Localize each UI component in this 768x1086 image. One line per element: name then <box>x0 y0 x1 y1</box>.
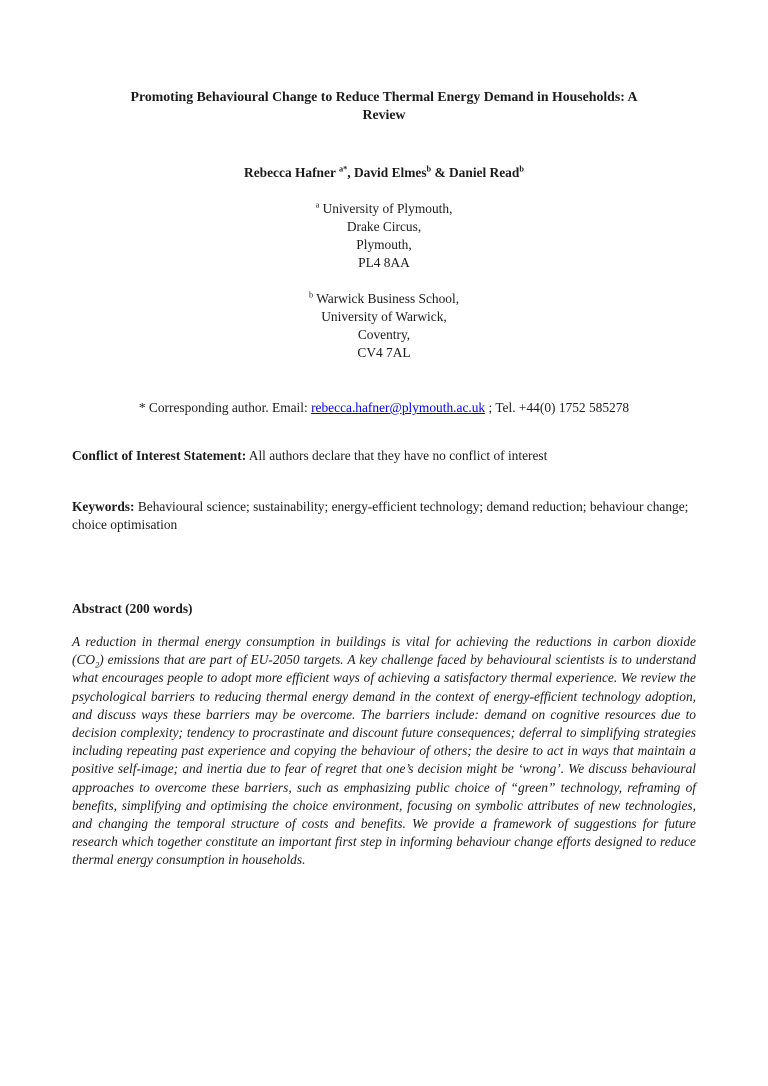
conflict-label: Conflict of Interest Statement: <box>72 448 247 463</box>
keywords-line <box>72 498 696 534</box>
abstract-heading: Abstract (200 words) <box>72 601 193 616</box>
affiliation-warwick-line-4: CV4 7AL <box>357 345 411 360</box>
abstract-paragraph <box>72 633 696 870</box>
abstract-text-part-1: A reduction in thermal energy consumption in buildings is vital for achieving the reductions in carbon dioxide (CO <box>72 634 696 668</box>
affiliation-plymouth-line-2: Drake Circus, <box>346 219 422 234</box>
paper-title <box>72 88 696 124</box>
keywords-label: Keywords: <box>72 499 135 514</box>
affiliation-superscript-a: a <box>315 200 320 210</box>
affiliation-plymouth <box>72 200 696 272</box>
conflict-text: All authors declare that they have no conflict of interest <box>246 448 548 463</box>
affiliation-warwick <box>72 290 696 362</box>
author-name-3: & Daniel Read <box>431 165 520 180</box>
affiliation-warwick-line-1 <box>72 290 696 308</box>
abstract-text-part-2: ) emissions that are part of EU-2050 targets. A key challenge faced by behavioural scientists is to understand what encourages people to adopt more efficient ways of achieving a satisfactory thermal experience. We review the psychological barriers to reducing thermal energy demand in the context of energy-efficient technology adoption, and discuss ways these barriers may be overcome. The barriers include: demand on cognitive resources due to decision complexity; tendency to procrastinate and discount future consequences; deferral to simplifying strategies including repeating past experience and copying the behaviour of others; the desire to act in ways that maintain a positive self-image; and inertia due to fear of regret that one’s decision might be ‘wrong’. We discuss behavioural approaches to overcome these barriers, such as emphasizing public choice of “green” technology, reframing of benefits, simplifying and optimising the choice environment, focusing on symbolic attributes of new technologies, and changing the temporal structure of costs and benefits. We provide a framework of suggestions for future research which together constitute an important first step in informing behaviour change efforts designed to reduce thermal energy consumption in households. <box>72 652 696 868</box>
co2-subscript: 2 <box>95 660 100 670</box>
corresponding-prefix: * Corresponding author. Email: <box>138 400 312 415</box>
affiliation-warwick-line-3: Coventry, <box>357 327 411 342</box>
affiliation-superscript-b: b <box>308 290 314 300</box>
conflict-statement <box>72 447 696 465</box>
email-link[interactable]: rebecca.hafner@plymouth.ac.uk <box>311 400 486 415</box>
affiliation-plymouth-name: University of Plymouth, <box>319 201 453 216</box>
author-superscript-b2: b <box>519 164 524 174</box>
affiliation-warwick-name: Warwick Business School, <box>313 291 460 306</box>
paper-title-line-1: Promoting Behavioural Change to Reduce Thermal Energy Demand in Households: A <box>130 89 638 104</box>
affiliation-plymouth-line-3: Plymouth, <box>356 237 412 252</box>
paper-title-line-2: Review <box>362 107 406 122</box>
keywords-text: Behavioural science; sustainability; energy-efficient technology; demand reduction; behaviour change; choice optimisation <box>72 499 689 532</box>
corresponding-suffix: ; Tel. +44(0) 1752 585278 <box>485 400 630 415</box>
author-name-2: , David Elmes <box>347 165 427 180</box>
affiliation-plymouth-line-4: PL4 8AA <box>358 255 410 270</box>
author-superscript-a: a* <box>339 164 348 174</box>
author-superscript-b1: b <box>426 164 432 174</box>
corresponding-author-note <box>72 399 696 417</box>
affiliation-warwick-line-2: University of Warwick, <box>321 309 447 324</box>
authors-line <box>72 164 696 182</box>
author-name-1: Rebecca Hafner <box>244 165 339 180</box>
affiliation-plymouth-line-1 <box>72 200 696 218</box>
